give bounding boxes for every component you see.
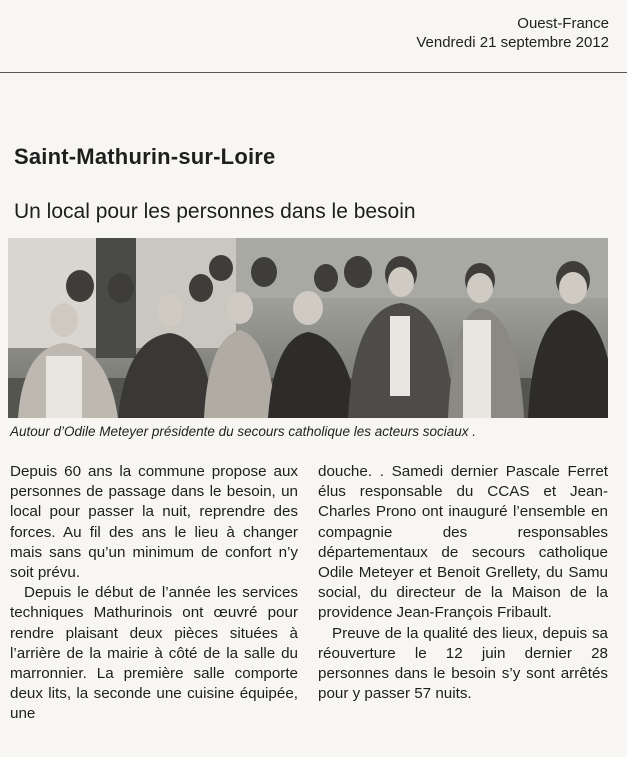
article-column-2 [318, 462, 608, 704]
paragraph: douche. . Samedi dernier Pascale Ferret élus responsable du CCAS et Jean-Charles Prono ont inauguré l’ensemble en compagnie des responsables départementaux de secours catholique Odile Meteyer et Benoit Grellety, du Samu social, du directeur de la Maison de la providence Jean-François Fribault. [318, 463, 608, 622]
article-headline: Un local pour les personnes dans le besoin [14, 200, 416, 223]
publication-name: Ouest-France [517, 15, 609, 32]
paragraph: Preuve de la qualité des lieux, depuis sa réouverture le 12 juin dernier 28 personnes dans le besoin s’y sont arrêtés pour y passer 57 nuits. [318, 624, 608, 703]
paragraph: Depuis le début de l’année les services techniques Mathurinois ont œuvré pour rendre plaisant deux pièces situées à l’arrière de la mairie à côté de la salle du marronnier. La première salle comporte deux lits, la seconde une cuisine équipée, une [10, 584, 298, 723]
group-photo [8, 238, 608, 418]
article-column-1 [10, 462, 298, 725]
photo-caption: Autour d’Odile Meteyer présidente du secours catholique les acteurs sociaux . [10, 424, 477, 439]
header-rule [0, 72, 627, 73]
paragraph: Depuis 60 ans la commune propose aux personnes de passage dans le besoin, un local pour passer la nuit, reprendre des forces. Au fil des ans le lieu à changer mais sans qu’un minimum de confort n’y soit prévu. [10, 463, 298, 582]
group-photo-illustration [8, 238, 608, 418]
masthead [416, 14, 609, 52]
town-heading: Saint-Mathurin-sur-Loire [14, 144, 276, 169]
publication-date: Vendredi 21 septembre 2012 [416, 34, 609, 51]
